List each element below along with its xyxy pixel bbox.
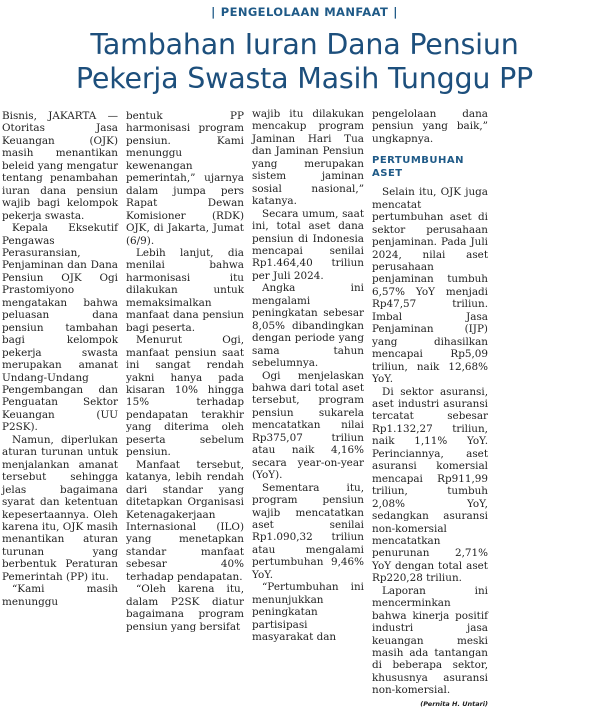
paragraph: Lebih lanjut, dia menilai bahwa harmonisasi itu dilakukan untuk memaksimalkan manfaat dana pensiun bagi peserta.: [126, 246, 244, 334]
paragraph: Ogi menjelaskan bahwa dari total aset tersebut, program pensiun sukarela mencatatkan nilai Rp375,07 triliun atau naik 4,16% secara year-on-year (YoY).: [252, 369, 364, 482]
article-column-3: [252, 108, 364, 643]
paragraph: bentuk PP harmonisasi program pensiun. Kami menunggu kewenangan pemerintah,” ujarnya dalam jumpa pers Rapat Dewan Komisioner (RDK) OJK, di Jakarta, Jumat (6/9).: [126, 110, 244, 247]
paragraph: Namun, diperlukan aturan turunan untuk menjalankan amanat tersebut sehingga jelas bagaimana syarat dan ketentuan kepesertaannya. Oleh karena itu, OJK masih menantikan aturan turunan yang berbentuk Peraturan Pemerintah (PP) itu.: [2, 433, 118, 583]
headline-line-2: Pekerja Swasta Masih Tunggu PP: [75, 62, 534, 95]
paragraph: Secara umum, saat ini, total aset dana pensiun di Indonesia mencapai senilai Rp1.464,40 triliun per Juli 2024.: [252, 207, 364, 282]
headline-line-1: Tambahan Iuran Dana Pensiun: [90, 28, 519, 61]
paragraph: Manfaat tersebut, katanya, lebih rendah dari standar yang ditetapkan Organisasi Ketenagakerjaan Internasional (ILO) yang menetapkan standar manfaat sebesar 40% terhadap pendapatan.: [126, 458, 244, 583]
article-column-4: [372, 108, 488, 710]
paragraph: “Kami masih menunggu: [2, 583, 118, 608]
paragraph: Kepala Eksekutif Pengawas Perasuransian, Penjaminan dan Dana Pensiun OJK Ogi Prastomiyono mengatakan bahwa peluasan dana pensiun tambahan bagi kelompok pekerja swasta merupakan amanat Undang-Undang Pengembangan dan Penguatan Sektor Keuangan (UU P2SK).: [2, 222, 118, 434]
paragraph: pengelolaan dana pensiun yang baik,” ungkapnya.: [372, 108, 488, 145]
paragraph: Bisnis, JAKARTA — Otoritas Jasa Keuangan (OJK) masih menantikan beleid yang mengatur tentang penambahan iuran dana pensiun wajib bagi kelompok pekerja swasta.: [2, 110, 118, 222]
paragraph: wajib itu dilakukan mencakup program Jaminan Hari Tua dan Jaminan Pensiun yang merupakan sistem jaminan sosial nasional,” katanya.: [252, 108, 364, 208]
paragraph: “Pertumbuhan ini menunjukkan peningkatan partisipasi masyarakat dan: [252, 581, 364, 644]
author-credit: (Pernita H. Untari): [420, 699, 488, 708]
author-credit-line: [372, 697, 488, 710]
section-kicker: [0, 5, 609, 19]
paragraph: Sementara itu, program pensiun wajib mencatatkan aset senilai Rp1.090,32 triliun atau mengalami pertumbuhan 9,46% YoY.: [252, 481, 364, 581]
article-headline: [0, 28, 609, 96]
paragraph: Selain itu, OJK juga mencatat pertumbuhan aset di sektor perusahaan penjaminan. Pada Juli 2024, nilai aset perusahaan penjaminan tumbuh 6,57% YoY menjadi Rp47,57 triliun. Imbal Jasa Penjaminan (IJP) yang dihasilkan mencapai Rp5,09 triliun, naik 12,68% YoY.: [372, 186, 488, 386]
paragraph: Menurut Ogi, manfaat pensiun saat ini sangat rendah yakni hanya pada kisaran 10% hingga 15% terhadap pendapatan terakhir yang diterima oleh peserta sebelum pensiun.: [126, 334, 244, 459]
paragraph: “Oleh karena itu, dalam P2SK diatur bagaimana program pensiun yang bersifat: [126, 583, 244, 633]
kicker-label: PENGELOLAAN MANFAAT: [220, 5, 389, 19]
article-column-2: [126, 110, 244, 633]
article-column-1: [2, 110, 118, 608]
kicker-divider-right: |: [393, 5, 398, 19]
paragraph: Di sektor asuransi, aset industri asuransi tercatat sebesar Rp1.132,27 triliun, naik 1,11% YoY. Perinciannya, aset asuransi komersial mencapai Rp911,99 triliun, tumbuh 2,08% YoY, sedangkan asuransi non-komersial mencatatkan penurunan 2,71% YoY dengan total aset Rp220,28 triliun.: [372, 385, 488, 585]
paragraph: Laporan ini mencerminkan bahwa kinerja positif industri jasa keuangan meski masih ada tantangan di beberapa sektor, khususnya asuransi non-komersial.: [372, 584, 488, 697]
kicker-divider-left: |: [211, 5, 216, 19]
paragraph: Angka ini mengalami peningkatan sebesar 8,05% dibandingkan dengan periode yang sama tahun sebelumnya.: [252, 282, 364, 370]
section-subheading: PERTUMBUHAN ASET: [372, 155, 465, 179]
